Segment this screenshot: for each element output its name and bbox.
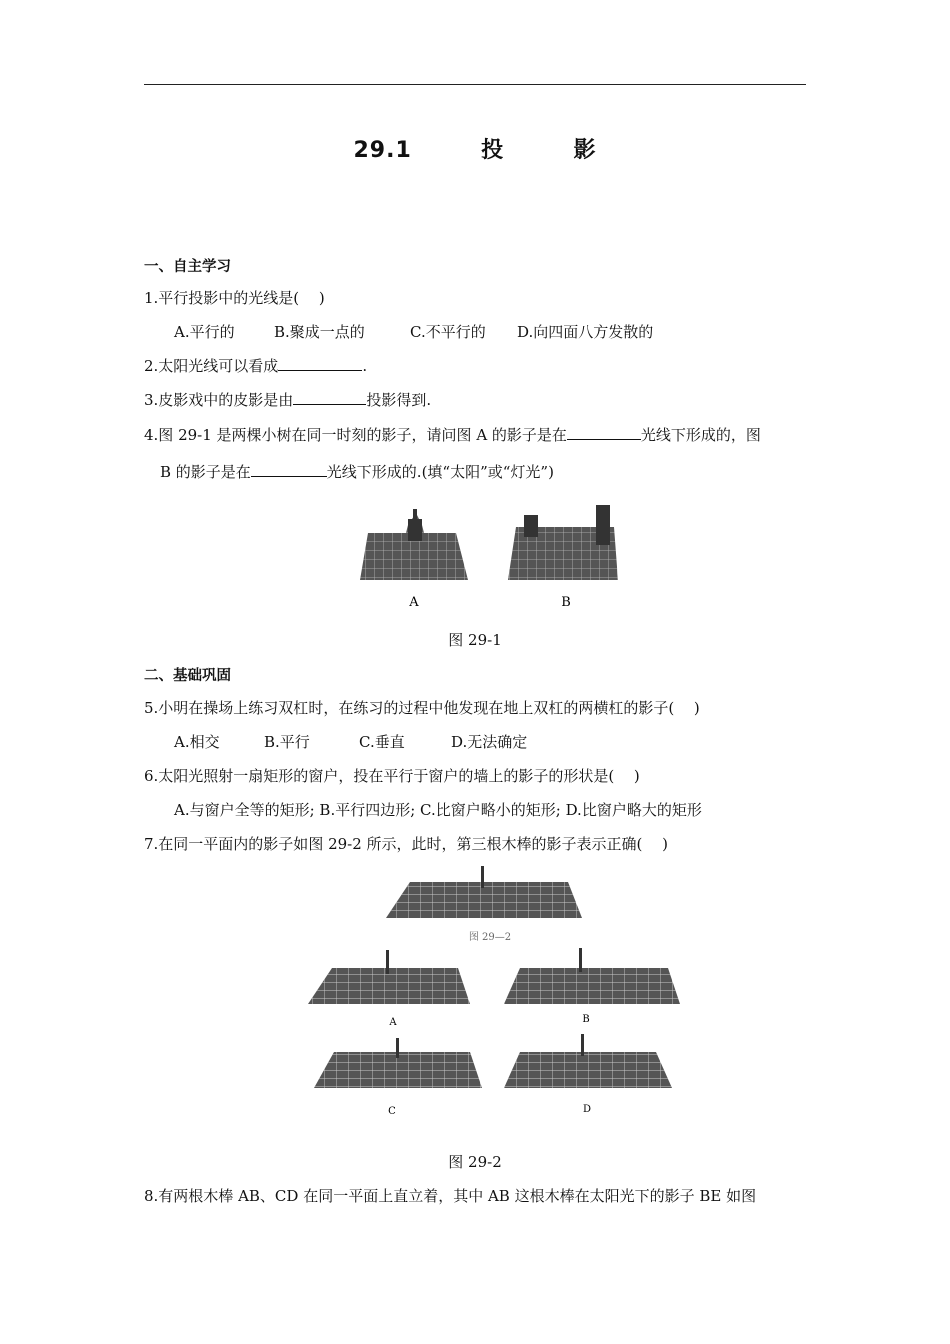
question-4-line-2 xyxy=(160,461,554,482)
question-7: 7.在同一平面内的影子如图 29-2 所示，此时，第三根木棒的影子表示正确( ) xyxy=(144,835,669,853)
q5-option-b: B.平行 xyxy=(264,733,310,751)
figure-2-label-c: C xyxy=(388,1106,396,1117)
q5-option-d: D.无法确定 xyxy=(451,733,528,751)
q4-text-1: 4.图 29-1 是两棵小树在同一时刻的影子，请问图 A 的影子是在 xyxy=(144,426,567,444)
figure-2-label-d: D xyxy=(582,1104,592,1115)
question-1-options xyxy=(174,321,653,342)
section-heading-2: 二、基础巩固 xyxy=(144,668,231,684)
question-3 xyxy=(144,389,431,410)
figure-2-option-b-image xyxy=(504,948,680,1004)
question-6: 6.太阳光照射一扇矩形的窗户，投在平行于窗户的墙上的影子的形状是( ) xyxy=(144,767,640,785)
q1-option-d: D.向四面八方发散的 xyxy=(517,323,654,341)
figure-2-caption: 图 29-2 xyxy=(448,1153,502,1171)
question-5: 5.小明在操场上练习双杠时，在练习的过程中他发现在地上双杠的两横杠的影子( ) xyxy=(144,699,700,717)
figure-1-label-a: A xyxy=(409,595,419,610)
q5-option-a: A.相交 xyxy=(174,733,220,751)
figure-a-image xyxy=(360,509,468,580)
figure-2-option-a-image xyxy=(308,950,470,1004)
q1-option-a: A.平行的 xyxy=(174,323,235,341)
figure-2-inner-caption: 图 29—2 xyxy=(468,932,512,943)
figure-29-2 xyxy=(300,862,700,1122)
header-rule xyxy=(144,84,806,85)
q2-text: 2.太阳光线可以看成 xyxy=(144,357,279,375)
q4-blank-2 xyxy=(251,462,327,477)
q4-text-3: B 的影子是在 xyxy=(160,463,251,481)
q3-end: 投影得到. xyxy=(366,391,432,409)
question-1: 1.平行投影中的光线是( ) xyxy=(144,289,325,307)
figure-b-image xyxy=(508,505,618,580)
q4-text-4: 光线下形成的.(填“太阳”或“灯光”) xyxy=(326,463,554,481)
question-5-options xyxy=(174,731,527,752)
q4-text-2: 光线下形成的，图 xyxy=(640,426,761,444)
question-2 xyxy=(144,355,367,376)
figure-2-option-d-image xyxy=(504,1034,672,1088)
question-8: 8.有两根木棒 AB、CD 在同一平面上直立着，其中 AB 这根木棒在太阳光下的影子 BE 如图 xyxy=(144,1187,757,1205)
question-4-line-1 xyxy=(144,424,761,445)
q3-text: 3.皮影戏中的皮影是由 xyxy=(144,391,294,409)
q4-blank-1 xyxy=(567,425,641,440)
figure-1-caption: 图 29-1 xyxy=(448,631,502,649)
figure-2-reference xyxy=(386,866,582,918)
q1-option-c: C.不平行的 xyxy=(410,323,486,341)
q1-option-b: B.聚成一点的 xyxy=(274,323,365,341)
title-char-2: 影 xyxy=(573,138,597,163)
title-number: 29.1 xyxy=(353,138,412,163)
q2-blank xyxy=(278,356,362,371)
question-6-options: A.与窗户全等的矩形; B.平行四边形; C.比窗户略小的矩形; D.比窗户略大的矩形 xyxy=(174,801,702,819)
figure-2-option-c-image xyxy=(314,1038,482,1088)
figure-2-label-a: A xyxy=(389,1017,397,1028)
q5-option-c: C.垂直 xyxy=(359,733,405,751)
q3-blank xyxy=(293,390,366,405)
figure-2-label-b: B xyxy=(582,1014,590,1025)
title-char-1: 投 xyxy=(481,138,505,163)
figure-1-label-b: B xyxy=(561,595,571,610)
page-title xyxy=(0,133,950,164)
section-heading-1: 一、自主学习 xyxy=(144,259,231,275)
q2-end: . xyxy=(362,357,368,375)
figure-29-1 xyxy=(356,505,626,615)
